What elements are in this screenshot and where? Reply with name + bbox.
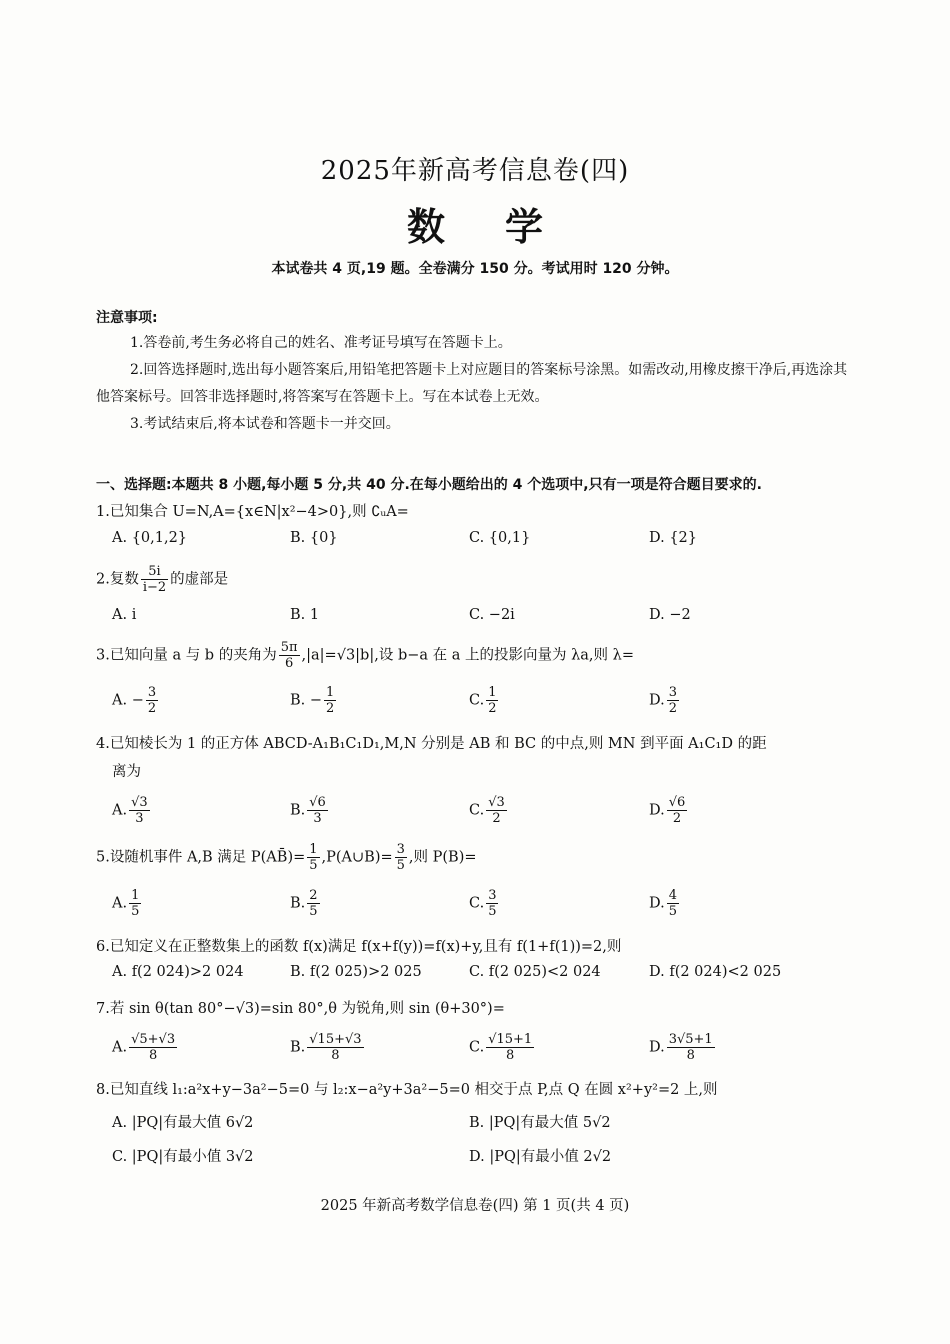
q5-option-d — [649, 888, 681, 919]
q3-option-a — [112, 685, 160, 716]
q4-b-num: √6 — [309, 795, 326, 810]
q2-post: 的虚部是 — [170, 571, 229, 588]
q2-option-d: D. −2 — [649, 607, 691, 623]
q5-f1-num: 1 — [309, 842, 318, 857]
page-footer: 2025 年新高考数学信息卷(四) 第 1 页(共 4 页) — [320, 1198, 630, 1214]
notice-item-1: 1.答卷前,考生务必将自己的姓名、准考证号填写在答题卡上。 — [130, 335, 512, 351]
q7-option-c — [469, 1032, 536, 1063]
q3-b-den: 2 — [326, 701, 335, 716]
q5-c-den: 5 — [488, 904, 497, 919]
question-7: 7.若 sin θ(tan 80°−√3)=sin 80°,θ 为锐角,则 sin (θ+30°)= — [96, 1001, 505, 1017]
question-1: 1.已知集合 U=N,A={x∈N|x²−4>0},则 ∁ᵤA= — [96, 504, 409, 520]
q7-option-d — [649, 1032, 717, 1063]
q7-a-num: √5+√3 — [131, 1032, 176, 1047]
q2-option-b: B. 1 — [290, 607, 320, 623]
q5-pre: 5.设随机事件 A,B 满足 P(AB̄)= — [96, 849, 306, 866]
question-2 — [96, 564, 228, 595]
q3-option-b — [290, 685, 338, 716]
q5-b-label: B. — [290, 895, 306, 912]
q4-c-num: √3 — [488, 795, 505, 810]
question-5 — [96, 842, 477, 873]
question-4-line2: 离为 — [112, 764, 141, 780]
q4-c-label: C. — [469, 802, 485, 819]
q7-b-num: √15+√3 — [309, 1032, 362, 1047]
q6-option-d: D. f(2 024)<2 025 — [649, 964, 782, 980]
q5-f2-num: 3 — [396, 842, 405, 857]
q2-pre: 2.复数 — [96, 571, 139, 588]
q4-option-b — [290, 795, 330, 826]
q2-option-a: A. i — [112, 607, 137, 623]
q4-b-den: 3 — [313, 811, 322, 826]
q1-option-a: A. {0,1,2} — [112, 530, 188, 546]
notice-item-3: 3.考试结束后,将本试卷和答题卡一并交回。 — [130, 416, 400, 432]
q4-d-den: 2 — [672, 811, 682, 826]
q3-post: ,|a|=√3|b|,设 b−a 在 a 上的投影向量为 λa,则 λ= — [301, 647, 634, 664]
subject-title: 数学 — [406, 205, 603, 249]
q5-d-label: D. — [649, 895, 665, 912]
q8-option-c: C. |PQ|有最小值 3√2 — [112, 1149, 254, 1165]
q5-a-den: 5 — [131, 904, 140, 919]
q1-option-d: D. {2} — [649, 530, 698, 546]
q3-c-label: C. — [469, 692, 485, 709]
q3-d-num: 3 — [668, 685, 677, 700]
q3-d-label: D. — [649, 692, 665, 709]
q5-option-c — [469, 888, 500, 919]
q7-a-label: A. — [112, 1039, 128, 1056]
q1-option-b: B. {0} — [290, 530, 338, 546]
q3-den: 6 — [284, 656, 294, 671]
q3-d-den: 2 — [668, 701, 677, 716]
q3-num: 5π — [280, 640, 298, 655]
q4-d-num: √6 — [668, 795, 686, 810]
q5-f1-den: 5 — [309, 858, 318, 873]
q2-den: i−2 — [142, 580, 167, 595]
q7-a-den: 8 — [148, 1048, 158, 1063]
q4-c-den: 2 — [492, 811, 501, 826]
q5-mid: ,P(A∪B)= — [321, 849, 393, 866]
q4-b-label: B. — [290, 802, 306, 819]
q3-b-num: 1 — [326, 685, 335, 700]
q8-option-a: A. |PQ|有最大值 6√2 — [112, 1115, 254, 1131]
q4-d-label: D. — [649, 802, 665, 819]
q8-option-b: B. |PQ|有最大值 5√2 — [469, 1115, 611, 1131]
q4-a-den: 3 — [135, 811, 144, 826]
q7-option-b — [290, 1032, 366, 1063]
exam-title: 2025年新高考信息卷(四) — [320, 156, 630, 186]
q1-option-c: C. {0,1} — [469, 530, 531, 546]
q7-c-den: 8 — [506, 1048, 515, 1063]
q5-d-num: 4 — [668, 888, 677, 903]
q3-option-c — [469, 685, 500, 716]
q3-a-label: A. − — [112, 692, 144, 709]
q7-b-den: 8 — [331, 1048, 340, 1063]
q8-option-d: D. |PQ|有最小值 2√2 — [469, 1149, 612, 1165]
q5-option-b — [290, 888, 322, 919]
q3-a-den: 2 — [147, 701, 157, 716]
q3-c-den: 2 — [488, 701, 497, 716]
q3-option-d — [649, 685, 681, 716]
q5-b-num: 2 — [309, 888, 318, 903]
q5-c-num: 3 — [488, 888, 497, 903]
q7-b-label: B. — [290, 1039, 306, 1056]
q5-b-den: 5 — [309, 904, 318, 919]
q3-c-num: 1 — [488, 685, 497, 700]
q3-fraction — [279, 640, 300, 671]
q4-option-a — [112, 795, 152, 826]
q2-option-c: C. −2i — [469, 607, 515, 623]
q5-a-label: A. — [112, 895, 128, 912]
q7-c-num: √15+1 — [488, 1032, 533, 1047]
q5-a-num: 1 — [131, 888, 140, 903]
question-6: 6.已知定义在正整数集上的函数 f(x)满足 f(x+f(y))=f(x)+y,且有 f(1+f(1))=2,则 — [96, 939, 622, 955]
q5-c-label: C. — [469, 895, 485, 912]
q6-option-b: B. f(2 025)>2 025 — [290, 964, 422, 980]
q5-post: ,则 P(B)= — [408, 849, 477, 866]
exam-info: 本试卷共 4 页,19 题。全卷满分 150 分。考试用时 120 分钟。 — [271, 261, 679, 277]
q5-f2-den: 5 — [396, 858, 405, 873]
q2-num: 5i — [141, 564, 168, 580]
notice-list — [96, 330, 856, 438]
q4-a-num: √3 — [131, 795, 148, 810]
notice-item-2: 2.回答选择题时,选出每小题答案后,用铅笔把答题卡上对应题目的答案标号涂黑。如需改动,用橡皮擦干净后,再选涂其他答案标号。回答非选择题时,将答案写在答题卡上。写在本试卷上无效。 — [96, 362, 848, 405]
q6-option-a: A. f(2 024)>2 024 — [112, 964, 244, 980]
question-4-line1: 4.已知棱长为 1 的正方体 ABCD-A₁B₁C₁D₁,M,N 分别是 AB 和 BC 的中点,则 MN 到平面 A₁C₁D 的距 — [96, 736, 767, 752]
q5-option-a — [112, 888, 143, 919]
q3-pre: 3.已知向量 a 与 b 的夹角为 — [96, 647, 277, 664]
q7-c-label: C. — [469, 1039, 485, 1056]
q4-option-d — [649, 795, 689, 826]
q4-option-c — [469, 795, 509, 826]
q7-d-num: 3√5+1 — [668, 1032, 713, 1047]
q7-d-label: D. — [649, 1039, 665, 1056]
question-8: 8.已知直线 l₁:a²x+y−3a²−5=0 与 l₂:x−a²y+3a²−5=0 相交于点 P,点 Q 在圆 x²+y²=2 上,则 — [96, 1082, 718, 1098]
q3-b-label: B. − — [290, 692, 323, 709]
q5-d-den: 5 — [668, 904, 677, 919]
section-heading: 一、选择题:本题共 8 小题,每小题 5 分,共 40 分.在每小题给出的 4 个选项中,只有一项是符合题目要求的. — [96, 477, 762, 493]
q7-d-den: 8 — [686, 1048, 695, 1063]
q4-a-label: A. — [112, 802, 128, 819]
q6-option-c: C. f(2 025)<2 024 — [469, 964, 601, 980]
q3-a-num: 3 — [147, 685, 157, 700]
q7-option-a — [112, 1032, 179, 1063]
question-3 — [96, 640, 634, 671]
notice-heading: 注意事项: — [96, 310, 158, 326]
q2-fraction — [141, 564, 168, 595]
